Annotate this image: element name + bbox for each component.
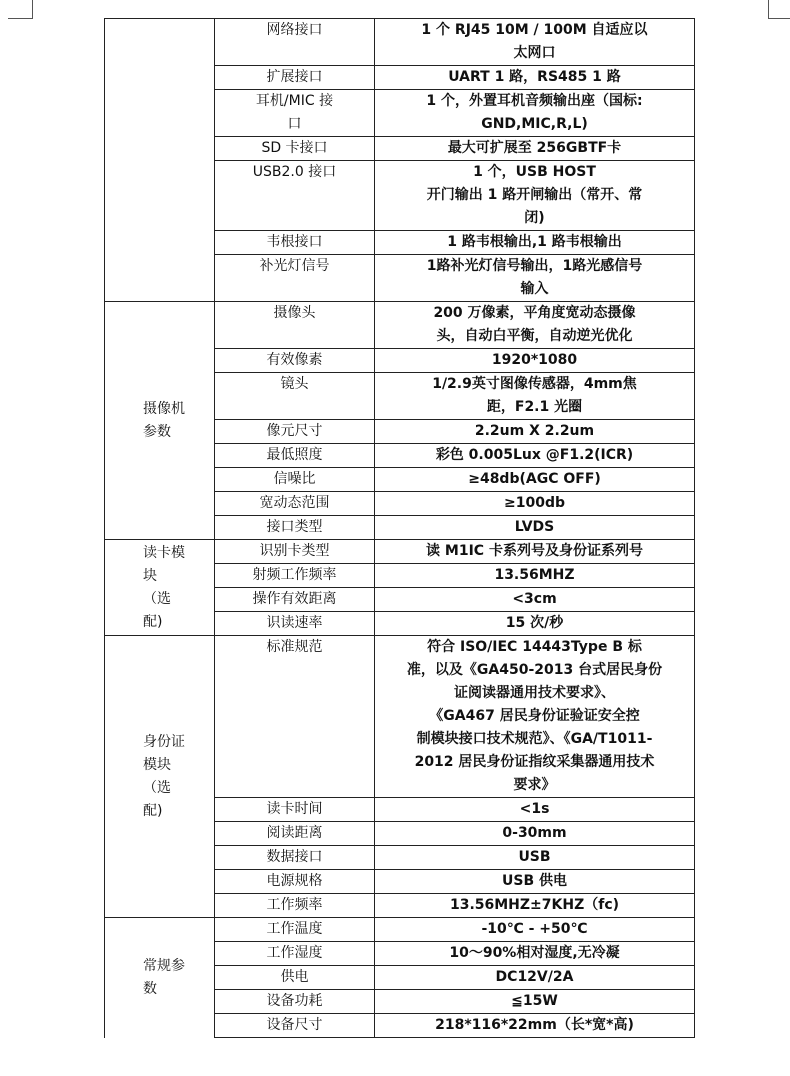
param-name-line: 摄像头: [273, 305, 316, 321]
param-name-cell: [215, 137, 375, 161]
param-value-cell: [375, 846, 695, 870]
param-value-line: 13.56MHZ±7KHZ（fc): [449, 897, 620, 913]
param-value-line: 0-30mm: [502, 825, 567, 841]
crop-mark-top-right-v: [768, 0, 769, 19]
param-name-cell: [215, 942, 375, 966]
param-name-line: 操作有效距离: [252, 591, 337, 607]
crop-mark-top-right-h: [768, 18, 790, 19]
category-cell: [105, 918, 215, 1038]
param-value-line: 太网口: [513, 45, 556, 61]
param-name-cell: [215, 798, 375, 822]
category-line: 块: [143, 567, 157, 584]
param-value-cell: [375, 942, 695, 966]
category-line: （选: [143, 590, 171, 607]
category-line: 常规参: [143, 957, 185, 974]
param-value-line: -10℃ - +50℃: [481, 921, 588, 937]
param-value-line: 《GA467 居民身份证验证安全控: [429, 708, 640, 724]
param-value-line: 闭): [524, 210, 545, 226]
param-name-line: SD 卡接口: [261, 140, 328, 156]
param-name-line: 口: [287, 116, 302, 132]
param-value-line: <1s: [519, 801, 550, 817]
param-name-cell: [215, 373, 375, 420]
param-name-line: 补光灯信号: [259, 258, 330, 274]
table-row: [105, 540, 695, 564]
param-name-line: 工作频率: [266, 897, 323, 913]
table-row: [105, 636, 695, 798]
param-value-cell: [375, 870, 695, 894]
param-name-line: 韦根接口: [266, 234, 323, 250]
param-value-cell: [375, 990, 695, 1014]
param-value-line: 2012 居民身份证指纹采集器通用技术: [414, 754, 655, 770]
param-value-line: USB: [518, 849, 551, 865]
param-name-cell: [215, 918, 375, 942]
param-value-line: 开门输出 1 路开闸输出（常开、常: [426, 187, 643, 203]
param-name-line: 工作温度: [266, 921, 323, 937]
param-name-cell: [215, 19, 375, 66]
param-name-line: 读卡时间: [266, 801, 323, 817]
param-value-line: 15 次/秒: [505, 615, 564, 631]
param-value-line: ≦15W: [511, 993, 558, 1009]
param-name-line: USB2.0 接口: [252, 164, 337, 180]
param-name-cell: [215, 564, 375, 588]
param-value-cell: [375, 822, 695, 846]
param-name-cell: [215, 349, 375, 373]
crop-mark-top-left-h: [8, 18, 32, 19]
param-value-line: 1 个 RJ45 10M / 100M 自适应以: [421, 22, 648, 38]
param-name-cell: [215, 161, 375, 231]
category-cell: [105, 302, 215, 540]
param-name-line: 有效像素: [266, 352, 323, 368]
param-value-cell: [375, 1014, 695, 1038]
param-name-line: 标准规范: [266, 639, 323, 655]
param-name-cell: [215, 444, 375, 468]
param-name-line: 设备尺寸: [266, 1017, 323, 1033]
param-name-line: 电源规格: [266, 873, 323, 889]
category-cell: [105, 19, 215, 302]
param-name-cell: [215, 66, 375, 90]
category-line: 摄像机: [143, 400, 185, 417]
category-cell: [105, 636, 215, 918]
crop-mark-top-left-v: [32, 0, 33, 19]
param-value-cell: [375, 636, 695, 798]
param-value-line: 1/2.9英寸图像传感器，4mm焦: [432, 376, 637, 392]
param-name-line: 识读速率: [266, 615, 323, 631]
param-name-line: 数据接口: [266, 849, 323, 865]
param-value-cell: [375, 966, 695, 990]
param-value-cell: [375, 349, 695, 373]
param-name-cell: [215, 1014, 375, 1038]
param-value-line: 1 路韦根输出,1 路韦根输出: [447, 234, 622, 250]
param-name-cell: [215, 822, 375, 846]
param-value-line: 10～90%相对湿度,无冷凝: [449, 945, 620, 961]
param-value-line: LVDS: [514, 519, 555, 535]
param-name-cell: [215, 894, 375, 918]
param-value-cell: [375, 137, 695, 161]
param-value-line: <3cm: [512, 591, 557, 607]
param-value-cell: [375, 66, 695, 90]
param-value-line: 证阅读器通用技术要求》、: [454, 685, 615, 701]
param-name-cell: [215, 636, 375, 798]
param-name-line: 工作湿度: [266, 945, 323, 961]
category-cell: [105, 540, 215, 636]
param-value-line: 1 个，外置耳机音频输出座（国标:: [426, 93, 643, 109]
param-name-line: 宽动态范围: [259, 495, 330, 511]
param-value-line: 2.2um X 2.2um: [474, 423, 595, 439]
param-value-line: 符合 ISO/IEC 14443Type B 标: [427, 639, 642, 655]
param-value-line: 彩色 0.005Lux @F1.2(ICR): [435, 447, 634, 463]
param-value-line: 头，自动白平衡，自动逆光优化: [436, 328, 633, 344]
param-value-line: 读 M1IC 卡系列号及身份证系列号: [426, 543, 643, 559]
param-name-cell: [215, 302, 375, 349]
param-name-cell: [215, 612, 375, 636]
param-name-cell: [215, 588, 375, 612]
param-value-line: 要求》: [513, 777, 556, 793]
param-value-line: 准，以及《GA450-2013 台式居民身份: [406, 662, 663, 678]
param-name-cell: [215, 231, 375, 255]
param-value-line: 制模块接口技术规范》、《GA/T1011-: [416, 731, 653, 747]
spec-table: [104, 18, 695, 1038]
param-value-line: 最大可扩展至 256GBTF卡: [447, 140, 622, 156]
param-value-line: 1 个，USB HOST: [473, 164, 596, 180]
param-value-line: 218*116*22mm（长*宽*高): [435, 1017, 634, 1033]
param-name-cell: [215, 966, 375, 990]
param-value-cell: [375, 373, 695, 420]
category-line: 数: [143, 980, 157, 997]
spec-table-body: [105, 19, 695, 1038]
param-name-cell: [215, 516, 375, 540]
category-line: 参数: [143, 423, 171, 440]
param-name-line: 供电: [280, 969, 309, 985]
param-value-line: ≥100db: [504, 495, 565, 511]
param-value-cell: [375, 468, 695, 492]
param-name-cell: [215, 420, 375, 444]
param-name-line: 像元尺寸: [266, 423, 323, 439]
param-value-cell: [375, 612, 695, 636]
param-value-line: 输入: [520, 281, 549, 297]
param-value-line: USB 供电: [502, 873, 567, 889]
param-value-line: DC12V/2A: [495, 969, 574, 985]
param-name-line: 镜头: [280, 376, 309, 392]
param-value-cell: [375, 420, 695, 444]
param-name-line: 信噪比: [273, 471, 316, 487]
param-name-line: 耳机/MIC 接: [255, 93, 334, 109]
param-value-line: 1920*1080: [491, 352, 578, 368]
param-name-line: 射频工作频率: [252, 567, 337, 583]
param-value-cell: [375, 255, 695, 302]
table-row: [105, 19, 695, 66]
param-value-cell: [375, 492, 695, 516]
param-value-line: UART 1 路，RS485 1 路: [448, 69, 621, 85]
param-name-cell: [215, 846, 375, 870]
param-name-cell: [215, 492, 375, 516]
param-name-cell: [215, 255, 375, 302]
table-row: [105, 918, 695, 942]
param-value-line: ≥48db(AGC OFF): [468, 471, 601, 487]
category-line: （选: [143, 779, 171, 796]
param-value-line: GND,MIC,R,L): [481, 116, 588, 132]
param-name-line: 扩展接口: [266, 69, 323, 85]
param-name-line: 识别卡类型: [259, 543, 330, 559]
param-value-line: 200 万像素，平角度宽动态摄像: [433, 305, 636, 321]
param-value-line: 13.56MHZ: [494, 567, 575, 583]
param-value-cell: [375, 894, 695, 918]
param-name-line: 最低照度: [266, 447, 323, 463]
param-value-cell: [375, 90, 695, 137]
param-name-cell: [215, 870, 375, 894]
param-value-cell: [375, 516, 695, 540]
category-line: 配): [143, 802, 163, 819]
table-row: [105, 302, 695, 349]
category-line: 读卡模: [143, 544, 185, 561]
param-name-cell: [215, 90, 375, 137]
param-value-cell: [375, 588, 695, 612]
param-value-cell: [375, 798, 695, 822]
param-value-cell: [375, 444, 695, 468]
param-name-line: 阅读距离: [266, 825, 323, 841]
param-value-line: 1路补光灯信号输出，1路光感信号: [426, 258, 643, 274]
param-name-cell: [215, 468, 375, 492]
category-line: 模块: [143, 756, 171, 773]
param-value-cell: [375, 918, 695, 942]
param-value-cell: [375, 564, 695, 588]
param-name-cell: [215, 990, 375, 1014]
param-value-line: 距，F2.1 光圈: [486, 399, 583, 415]
param-value-cell: [375, 540, 695, 564]
param-name-line: 设备功耗: [266, 993, 323, 1009]
param-name-line: 接口类型: [266, 519, 323, 535]
category-line: 身份证: [143, 733, 185, 750]
category-line: 配): [143, 613, 163, 630]
param-value-cell: [375, 161, 695, 231]
param-name-cell: [215, 540, 375, 564]
param-value-cell: [375, 19, 695, 66]
param-value-cell: [375, 302, 695, 349]
param-value-cell: [375, 231, 695, 255]
param-name-line: 网络接口: [266, 22, 323, 38]
